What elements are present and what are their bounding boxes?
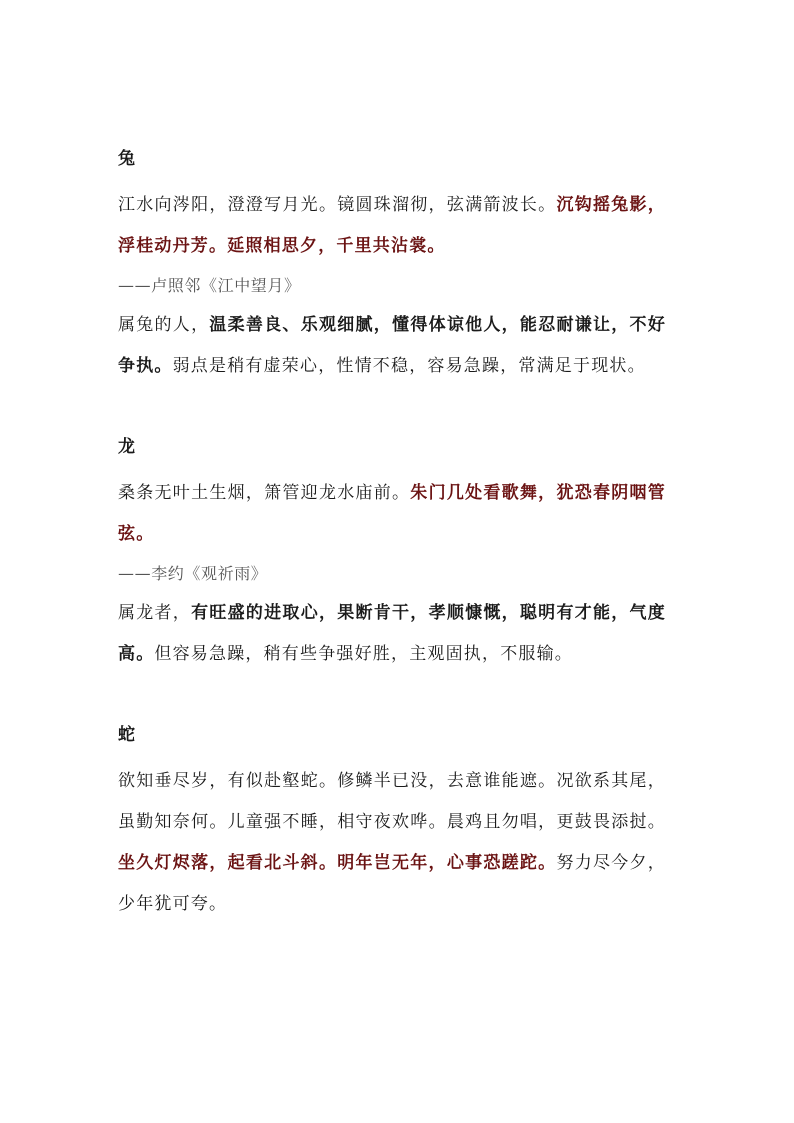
- desc-text: 属兔的人，: [118, 315, 210, 335]
- poem-highlight: 沉钩摇兔影，浮桂动丹芳。延照相思夕，千里共沾裳。: [118, 195, 666, 256]
- section-rabbit: [118, 146, 666, 387]
- poem-line: 桑条无叶土生烟，箫管迎龙水庙前。: [118, 483, 411, 503]
- poem-text: [118, 761, 666, 925]
- poem-line: 江水向涔阳，澄澄写月光。镜圆珠溜彻，弦满箭波长。: [118, 195, 557, 215]
- section-heading: 蛇: [118, 725, 135, 745]
- poem-text: [118, 185, 666, 267]
- desc-bold: 有旺盛的进取心，果断肯干，孝顺慷慨，聪明有才能，气度高。: [118, 603, 666, 664]
- desc-bold: 温柔善良、乐观细腻，懂得体谅他人，能忍耐谦让，不好争执。: [118, 315, 667, 376]
- poem-source: ——李约《观祈雨》: [118, 564, 268, 583]
- zodiac-description: [118, 593, 666, 675]
- section-dragon: [118, 434, 666, 675]
- desc-text: 但容易急躁，稍有些争强好胜，主观固执，不服输。: [154, 644, 574, 664]
- poem-text: [118, 473, 666, 555]
- document-page: [118, 146, 666, 925]
- section-heading: 龙: [118, 437, 135, 457]
- poem-source: ——卢照邻《江中望月》: [118, 276, 301, 295]
- section-snake: [118, 722, 666, 925]
- poem-line: 欲知垂尽岁，有似赴壑蛇。修鳞半已没，去意谁能遮。况欲系其尾，虽勤知奈何。儿童强不睡，相守夜欢哗。晨鸡且勿唱，更鼓畏添挝。: [118, 771, 666, 832]
- poem-highlight: 坐久灯烬落，起看北斗斜。明年岂无年，心事恐蹉跎。: [118, 853, 557, 873]
- poem-highlight: 朱门几处看歌舞，犹恐春阴咽管弦。: [118, 483, 666, 544]
- desc-text: 弱点是稍有虚荣心，性情不稳，容易急躁，常满足于现状。: [172, 356, 646, 376]
- zodiac-description: [118, 305, 666, 387]
- section-heading: 兔: [118, 149, 135, 169]
- poem-line: 努力尽今夕，少年犹可夸。: [118, 853, 666, 914]
- desc-text: 属龙者，: [118, 603, 192, 623]
